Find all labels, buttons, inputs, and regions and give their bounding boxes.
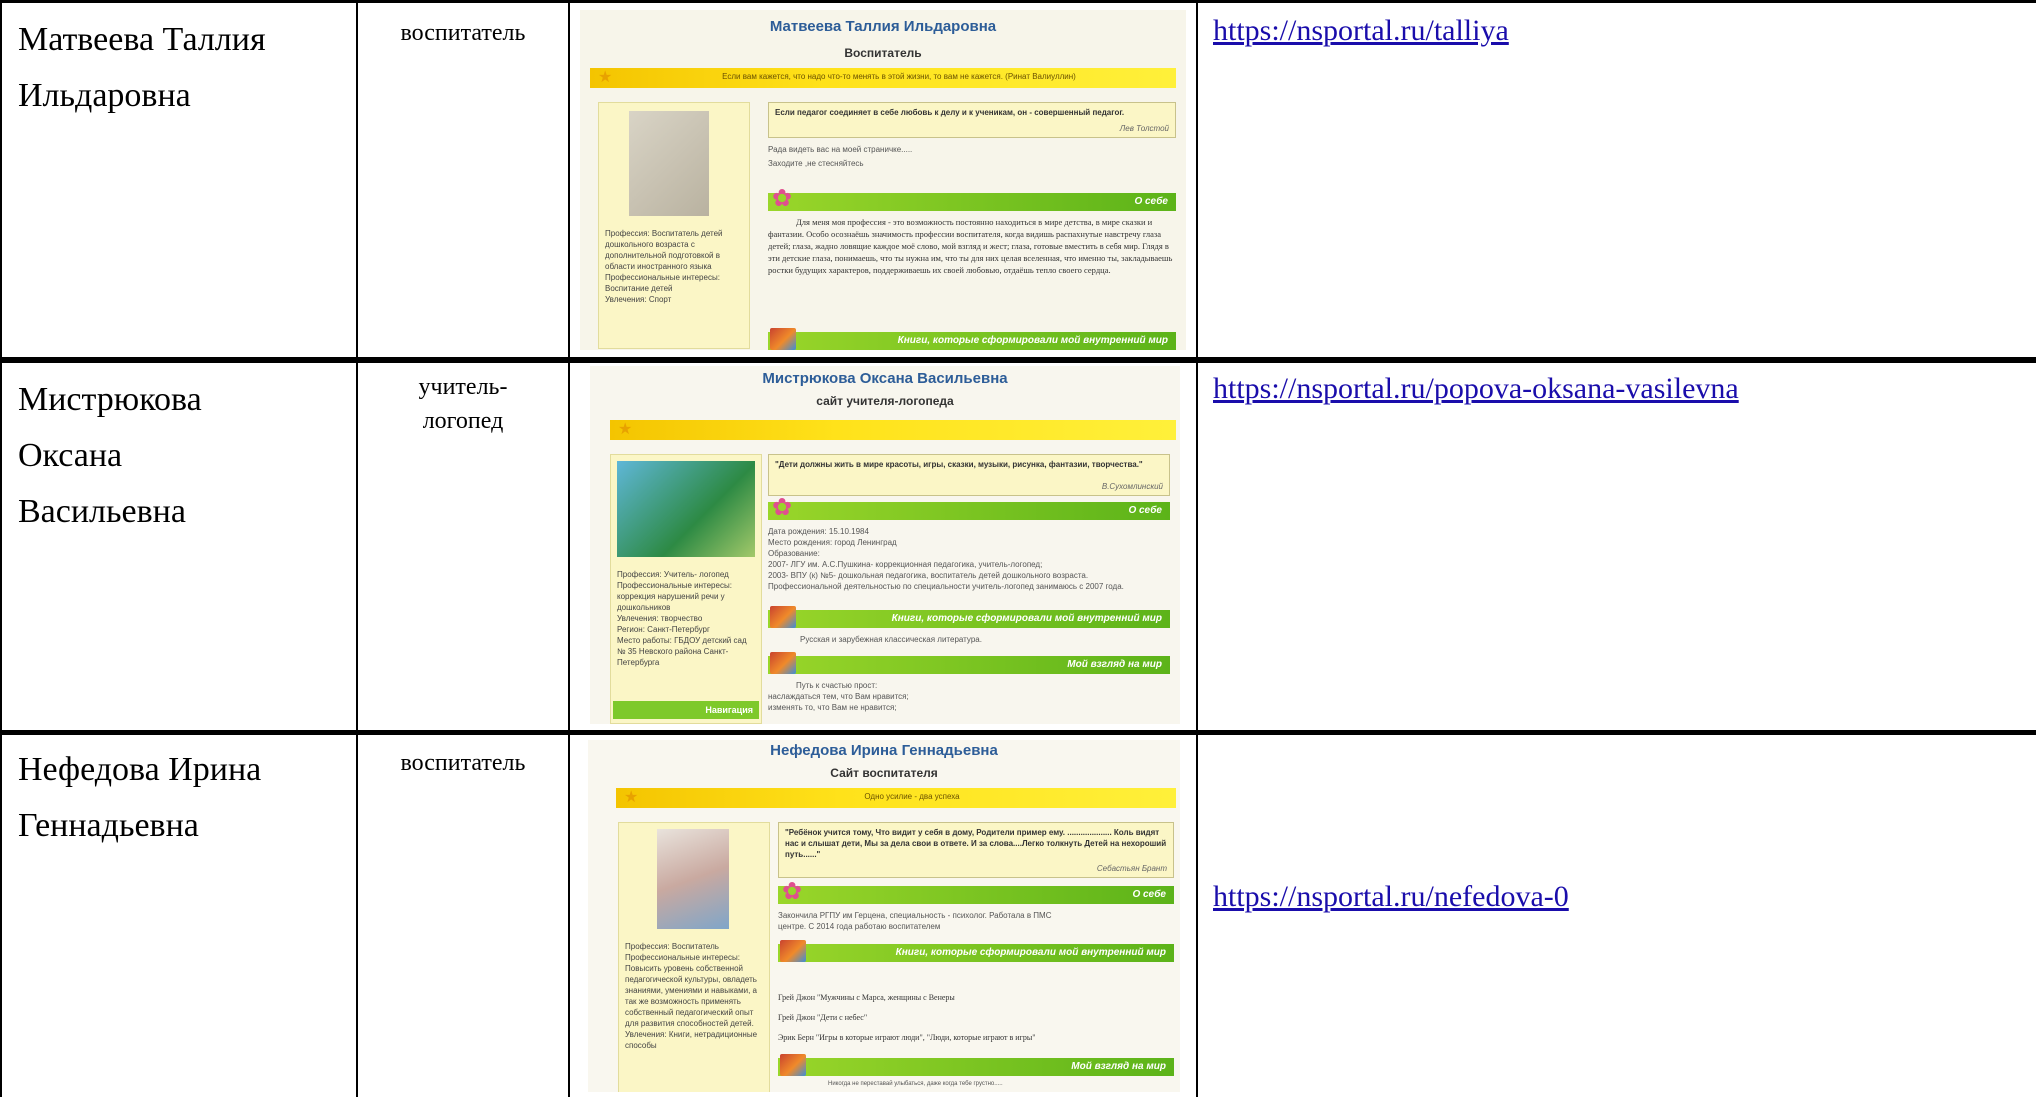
section-books (768, 610, 1170, 628)
section-label: О себе (1132, 889, 1166, 900)
star-icon: ★ (598, 69, 613, 86)
worldview-line: изменять то, что Вам не нравится; (768, 703, 897, 712)
section-books (768, 332, 1176, 350)
site-subtitle: Сайт воспитателя (830, 766, 938, 780)
about-text: Закончила РГПУ им Герцена, специальность - психолог. Работала в ПМС центре. С 2014 года работаю воспитателем (778, 911, 1052, 931)
banner-text: Одно усилие - два успеха (864, 792, 960, 801)
quote-author: Лев Толстой (1119, 124, 1169, 133)
quote-author: В.Сухомлинский (1101, 482, 1163, 491)
about-text: Для меня моя профессия - это возможность постоянно находиться в мире детства, в мире сказки и фантазии. Особо осознаёшь значимость профессии воспитателя, когда видишь распахнутые навстречу глаза детей; глаза, жадно ловящие каждое моё слово, мой взгляд и жест; глаза, готовые вместить в себя мир. Глядя в эти детские глаза, понимаешь, что ты нужна им, что ты для них целая вселенная, что именно ты, закладываешь ростки будущих характеров, поддерживаешь их своей любовью, отдаёшь тепло своего сердца. (768, 217, 1173, 275)
section-label: Книги, которые сформировали мой внутренний мир (891, 613, 1162, 624)
site-subtitle: Воспитатель (844, 46, 922, 60)
header-banner (616, 788, 1176, 808)
site-title: Мистрюкова Оксана Васильевна (762, 370, 1008, 387)
header-banner (610, 420, 1176, 440)
section-books (778, 944, 1174, 962)
profile-line: Увлечения: Книги, нетрадиционные способы (625, 1030, 758, 1050)
profile-details (617, 569, 757, 668)
books-icon (770, 652, 796, 674)
row-divider-1 (0, 357, 2036, 363)
about-line: Место рождения: город Ленинград (768, 538, 897, 547)
profile-sidebar (610, 454, 762, 724)
section-label: Мой взгляд на мир (1071, 1061, 1166, 1072)
epigraph-quote (768, 454, 1170, 496)
profile-photo (657, 829, 729, 929)
site-subtitle: сайт учителя-логопеда (816, 394, 954, 408)
profile-link[interactable]: https://nsportal.ru/talliya (1213, 14, 1509, 47)
flower-icon: ✿ (782, 878, 803, 905)
section-label: Книги, которые сформировали мой внутренний мир (895, 947, 1166, 958)
profile-sidebar (618, 822, 770, 1092)
row-divider-2 (0, 730, 2036, 735)
section-worldview (778, 1058, 1174, 1076)
profile-details (605, 228, 745, 305)
books-icon (780, 1054, 806, 1076)
section-label: О себе (1134, 196, 1168, 207)
teacher-name: Матвеева Таллия Ильдаровна (18, 21, 266, 114)
profile-line: Профессиональные интересы: Воспитание детей (605, 273, 720, 293)
epigraph-quote (778, 822, 1174, 878)
profile-line: Профессиональные интересы: коррекция нарушений речи у дошкольников (617, 581, 732, 612)
quote-text: "Дети должны жить в мире красоты, игры, сказки, музыки, рисунка, фантазии, творчества." (775, 460, 1143, 469)
profile-line: Увлечения: творчество (617, 614, 703, 623)
section-label: Мой взгляд на мир (1067, 659, 1162, 670)
greeting-line: Рада видеть вас на моей страничке..... (768, 145, 913, 154)
site-title: Нефедова Ирина Геннадьевна (770, 742, 998, 759)
profile-line: Увлечения: Спорт (605, 295, 672, 304)
teacher-name: Мистрюкова Оксана Васильевна (18, 381, 202, 530)
book-item: Грей Джон "Мужчины с Марса, женщины с Венеры (778, 993, 955, 1002)
flower-icon: ✿ (772, 185, 793, 212)
teacher-role: учитель-логопед (418, 374, 508, 434)
profile-screenshot (580, 10, 1186, 350)
teacher-role: воспитатель (400, 20, 526, 46)
books-icon (780, 940, 806, 962)
about-details (768, 526, 1170, 592)
column-line-2 (356, 0, 358, 1097)
about-line: 2003- ВПУ (к) №5- дошкольная педагогика, воспитатель детей дошкольного возраста. (768, 571, 1089, 580)
profile-line: Регион: Санкт-Петербург (617, 625, 710, 634)
star-icon: ★ (624, 789, 639, 806)
header-banner (590, 68, 1176, 88)
profile-sidebar (598, 102, 750, 349)
books-icon (770, 606, 796, 628)
worldview-text: Никогда не переставай улыбаться, даже когда тебе грустно..... (828, 1081, 1003, 1087)
quote-author: Себастьян Брант (1096, 864, 1167, 873)
table-border-top (0, 0, 2036, 3)
navigation-button[interactable]: Навигация (613, 701, 759, 719)
section-label: Книги, которые сформировали мой внутренний мир (897, 335, 1168, 346)
book-item: Эрик Берн "Игры в которые играют люди", "Люди, которые играют в игры" (778, 1033, 1036, 1042)
profile-screenshot (588, 740, 1180, 1092)
profile-link[interactable]: https://nsportal.ru/popova-oksana-vasilevna (1213, 372, 1739, 405)
profile-line: Профессия: Воспитатель детей дошкольного возраста с дополнительной подготовкой в области иностранного языка (605, 229, 723, 271)
about-line: Образование: (768, 549, 820, 558)
profile-line: Профессиональные интересы: Повысить уровень собственной педагогической культуры, овладеть знаниями, умениями и навыками, а так же возможность применять собственный педагогический опыт для развития способностей детей. (625, 953, 757, 1028)
column-line-4 (1196, 0, 1198, 1097)
banner-text: Если вам кажется, что надо что-то менять в этой жизни, то вам не кажется. (Ринат Валиуллин) (722, 72, 1076, 81)
teacher-role: воспитатель (400, 750, 526, 776)
profile-line: Место работы: ГБДОУ детский сад № 35 Невского района Санкт-Петербурга (617, 636, 747, 667)
profile-screenshot (590, 366, 1180, 724)
profile-link[interactable]: https://nsportal.ru/nefedova-0 (1213, 880, 1569, 913)
profile-line: Профессия: Воспитатель (625, 942, 719, 951)
section-about (778, 878, 1174, 905)
about-line: Дата рождения: 15.10.1984 (768, 527, 869, 536)
column-line-1 (0, 0, 2, 1097)
section-label: О себе (1128, 505, 1162, 516)
books-list (778, 988, 1174, 1048)
teacher-name: Нефедова Ирина Геннадьевна (18, 751, 262, 844)
worldview-line: наслаждаться тем, что Вам нравится; (768, 692, 909, 701)
quote-text: "Ребёнок учится тому, Что видит у себя в дому, Родители пример ему. .................... Коль видят нас и слышат дети, Мы за дела свои в ответе. И за слова....Легко толкнуть Детей на нехороший путь......" (785, 828, 1167, 859)
quote-text: Если педагог соединяет в себе любовь к делу и к ученикам, он - совершенный педагог. (775, 108, 1125, 117)
section-about (768, 185, 1176, 212)
profile-photo (617, 461, 755, 557)
profile-photo (629, 111, 709, 216)
books-text: Русская и зарубежная классическая литература. (800, 635, 982, 644)
worldview-line: Путь к счастью прост: (796, 681, 878, 690)
books-icon (770, 328, 796, 350)
column-line-3 (568, 0, 570, 1097)
greeting-line: Заходите ,не стесняйтесь (768, 159, 864, 168)
profile-line: Профессия: Учитель- логопед (617, 570, 729, 579)
star-icon: ★ (618, 421, 633, 438)
epigraph-quote (768, 102, 1176, 138)
about-line: Профессиональной деятельностью по специальности учитель-логопед занимаюсь с 2007 года. (768, 582, 1124, 591)
section-worldview (768, 656, 1170, 674)
profile-details (625, 941, 765, 1051)
site-title: Матвеева Таллия Ильдаровна (769, 18, 997, 35)
section-about (768, 494, 1170, 521)
worldview-text (768, 680, 1170, 713)
about-line: 2007- ЛГУ им. А.С.Пушкина- коррекционная педагогика, учитель-логопед; (768, 560, 1043, 569)
flower-icon: ✿ (772, 494, 793, 521)
book-item: Грей Джон "Дети с небес" (778, 1013, 868, 1022)
